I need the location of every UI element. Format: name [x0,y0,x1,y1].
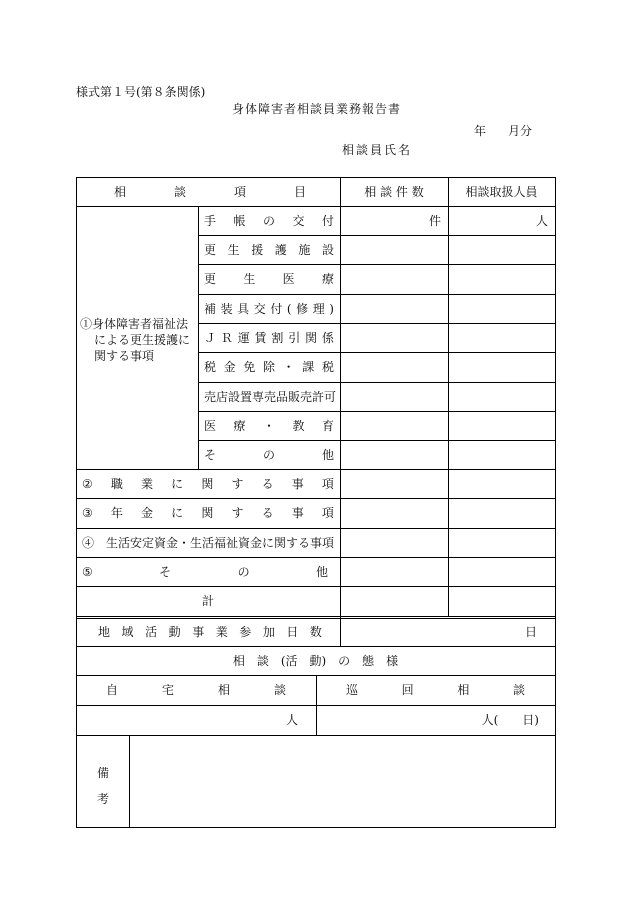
sub-item-9-char: そ [204,447,217,462]
sub-item-3-char: 医 [282,272,295,286]
column-header-people: 相談取扱人員 [465,184,538,199]
group1-label-line: による更生援護に [94,333,191,347]
group3-label [76,498,340,528]
visit-consultation-label [316,675,555,705]
sub-item-6 [198,352,340,382]
sub-item-8-char: 医 [204,418,217,433]
unit-cases: 件 [428,213,441,228]
group3-label-char: ③ [82,506,93,520]
column-header-item-char: 談 [173,184,186,199]
sub-item-6-char: 免 [243,360,256,374]
page-title: 身体障害者相談員業務報告書 [232,102,402,116]
activity-days-label [76,618,340,646]
sub-item-5-char: 引 [288,330,301,345]
sub-item-2-char: 援 [251,242,264,257]
group3-label-char: る [261,506,274,520]
home-consultation-label-char: 談 [273,683,286,697]
group3-label-char: に [171,506,184,520]
sub-item-5 [198,323,340,352]
consultation-mode-title: 相 談 (活 動) の 態 様 [232,653,399,668]
sub-item-1-char: 手 [204,213,217,228]
remarks-label-char: 考 [97,792,110,806]
sub-item-4-char: 付 [270,301,283,316]
unit-people: 人 [535,213,548,228]
group3-label-char: 項 [321,506,334,520]
sub-item-5-char: 係 [321,330,334,345]
activity-days-label-char: 事 [192,625,205,639]
sub-item-4-char: ( [286,301,292,316]
column-header-item [76,177,340,206]
column-header-item-char: 目 [293,184,306,199]
sub-item-8-char: 教 [292,418,305,433]
sub-item-1-char: 付 [321,213,334,228]
sub-item-4-char: ) [329,301,334,316]
home-consultation-label-char: 自 [106,683,119,697]
table-rule [448,177,449,616]
activity-days-label-char: 活 [145,625,158,639]
activity-days-label-char: 数 [309,625,322,639]
group2-label-char: 項 [321,476,334,491]
sub-item-3-char: 更 [204,272,217,286]
double-rule-top [76,616,555,617]
remarks-label [97,760,109,812]
counselor-name-label: 相談員氏名 [342,143,413,157]
total-label: 計 [201,594,214,608]
activity-days-label-char: 動 [168,625,181,639]
table-right-border [555,177,556,827]
sub-item-5-char: 関 [305,330,318,345]
sub-item-4 [198,294,340,323]
group2-label-char: 関 [201,476,214,491]
sub-item-4-char: 交 [253,301,266,316]
sub-item-4-char: 装 [220,301,233,316]
sub-item-5-char: Ｊ [204,330,217,345]
group5-label [76,557,340,586]
visit-consultation-label-char: 談 [512,683,525,697]
sub-item-2-char: 更 [204,242,217,257]
group1-label-line: ①身体障害者福祉法 [80,317,189,331]
group2-label-char: す [231,476,244,491]
sub-item-1-char: の [262,213,275,228]
sub-item-8-char: 療 [233,418,246,433]
sub-item-5-char: 賃 [254,330,267,345]
home-consultation-label-char: 宅 [161,683,174,697]
sub-item-4-char: 修 [296,301,309,316]
sub-item-2-char: 護 [274,242,287,257]
visit-consultation-label-char: 巡 [346,683,359,697]
table-rule [129,735,130,827]
visit-consultation-label-char: 回 [401,683,414,697]
sub-item-2 [198,235,340,264]
sub-item-1 [198,206,340,235]
column-header-item-char: 項 [233,184,246,199]
group2-label-char: 業 [141,476,154,491]
sub-item-5-char: Ｒ [220,330,233,345]
group1-label [80,316,190,364]
sub-item-6-char: ・ [282,360,295,374]
sub-item-6-char: 課 [302,360,315,374]
sub-item-8-char: 育 [321,418,334,433]
sub-item-6-char: 税 [321,360,334,374]
group5-label-char: そ [159,564,172,579]
group2-label-char: ② [82,476,93,491]
column-header-item-char: 相 [114,184,127,199]
group5-label-char: ⑤ [82,564,93,579]
sub-item-4-char: 補 [204,301,217,316]
sub-item-2-char: 生 [227,242,240,257]
group3-label-char: 関 [201,506,214,520]
sub-item-7: 売店設置専売品販売許可 [204,389,337,404]
group1-label-line: 関する事項 [94,349,155,363]
sub-item-8 [198,411,340,440]
group4-label: ④ 生活安定資金・生活福祉資金に関する事項 [82,535,335,550]
sub-item-9-char: の [262,447,275,462]
form-number: 様式第１号(第８条関係) [76,85,206,99]
activity-days-label-char: 域 [121,625,134,639]
sub-item-2-char: 設 [321,242,334,257]
home-consultation-label [76,675,316,705]
sub-item-3-char: 生 [243,272,256,286]
unit-days: 日 [524,625,537,639]
group3-label-char: 年 [110,506,123,520]
visit-consultation-label-char: 相 [457,683,470,697]
table-rule [340,177,341,646]
group3-label-char: 金 [141,506,154,520]
activity-days-label-char: 業 [215,625,228,639]
sub-item-1-char: 交 [292,213,305,228]
sub-item-6-char: 税 [204,360,217,374]
month-label: 月分 [508,124,533,138]
sub-item-5-char: 割 [271,330,284,345]
activity-days-label-char: 地 [98,625,111,639]
table-rule [76,735,555,736]
sub-item-6-char: 除 [262,360,275,374]
sub-item-5-char: 運 [237,330,250,345]
sub-item-4-char: 具 [237,301,250,316]
column-header-count: 相 談 件 数 [364,184,424,199]
group2-label-char: 職 [110,476,123,491]
sub-item-9-char: 他 [321,447,334,462]
table-bottom-border [76,827,556,828]
activity-days-label-char: 参 [239,625,252,639]
activity-days-label-char: 日 [286,625,299,639]
sub-item-4-char: 理 [312,301,325,316]
sub-item-6-char: 金 [223,360,236,374]
remarks-label-char: 備 [97,766,110,780]
sub-item-2-char: 施 [298,242,311,257]
sub-item-3 [198,264,340,294]
sub-item-9 [198,440,340,469]
group2-label [76,469,340,498]
sub-item-1-char: 帳 [233,213,246,228]
activity-days-label-char: 加 [262,625,275,639]
group3-label-char: す [231,506,244,520]
group5-label-char: の [237,564,250,579]
group5-label-char: 他 [315,564,328,579]
group2-label-char: 事 [291,476,304,491]
sub-item-3-char: 療 [321,272,334,286]
home-consultation-unit: 人 [285,713,298,727]
visit-consultation-unit: 人( 日) [481,713,539,727]
sub-item-8-char: ・ [262,418,275,433]
year-label: 年 [474,124,487,138]
group2-label-char: る [261,476,274,491]
home-consultation-label-char: 相 [217,683,230,697]
group2-label-char: に [171,476,184,491]
group3-label-char: 事 [291,506,304,520]
